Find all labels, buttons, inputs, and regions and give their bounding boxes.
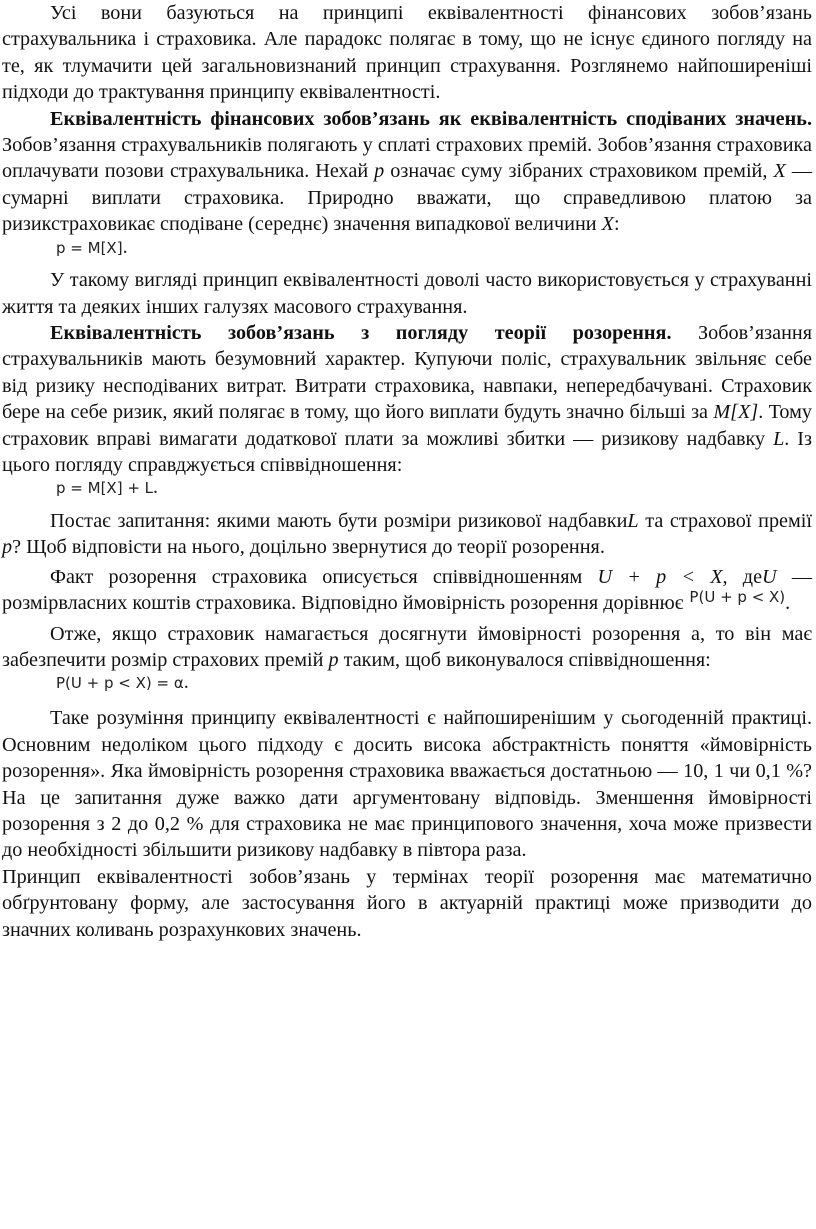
paragraph-question: Постає запитання: якими мають бути розміри ризикової надбавкиL та страхової премії p? Щоб відповісти на нього, доцільно звернутися до теорії розорення. [2,509,812,559]
paragraph-ruin-fact: Факт розорення страховика описується співвідношенням U + p < X, деU — розмірвласних коштів страховика. Відповідно ймовірність розорення дорівнює $^{P(U + p < X)}$. [2,565,813,615]
formula-expected-premium: p = M[X]. [56,235,128,258]
paragraph-expected-values: Еквівалентність фінансових зобов’язань як еквівалентність сподіваних значень. Зобов’язання страхувальників полягають у сплаті страхових премій. Зобов’язання страховика оплачувати позови страхувальника. Нехай p означає суму зібраних страховиком премій, X — сумарні виплати страховика. Природно вважати, що справедливою платою за ризикстраховикає сподіване (середнє) значення випадкової величини X: [2,107,813,236]
paragraph-life-insurance: У такому вигляді принцип еквівалентності доволі часто використовується у страхуванні життя та деяких інших галузях масового страхування. [2,269,812,318]
formula-ruin-probability-inline: P(U + p < X) [689,588,786,607]
paragraph-practice: Таке розуміння принципу еквівалентності є найпоширенішим у сьогоденній практиці. Основним недоліком цього підходу є досить висока абстрактність поняття «ймовірність розорення». Яка ймовірність розорення страховика вважається достатньою — 10, 1 чи 0,1 %? На це запитання дуже важко дати аргументовану відповідь. Зменшення ймовірності розорення з 2 до 0,2 % для страховика не має принципового значення, хоча може призвести до необхідності збільшити ризикову надбавку в півтора раза. [2,707,812,862]
formula-ruin-equation: P(U + p < X) = α. [56,671,189,694]
paragraph-intro: Усі вони базуються на принципі еквівалентності фінансових зобов’язань страхувальника і страховика. Але парадокс полягає в тому, що не існує єдиного погляду на те, як тлумачити цей загальновизнаний принцип страхування. Розглянемо найпоширеніші підходи до трактування принципу еквівалентності. [2,2,812,104]
paragraph-ruin-theory: Еквівалентність зобов’язань з погляду теорії розорення. Зобов’язання страхувальників мають безумовний характер. Купуючи поліс, страхувальник звільняє себе від ризику несподіваних витрат. Витрати страховика, навпаки, непередбачувані. Страховик бере на себе ризик, який полягає в тому, що його виплати будуть значно більші за M[X]. Тому страховик вправі вимагати додаткової плати за можливі збитки — ризикову надбавку L. Із цього погляду справджується співвідношення: [2,321,813,476]
paragraph-target-probability: Отже, якщо страховик намагається досягнути ймовірності розорення а, то він має забезпечити розмір страхових премій p таким, щоб виконувалося співвідношення: [2,622,812,671]
section-heading-expected-values: Еквівалентність фінансових зобов’язань як еквівалентність сподіваних значень. [50,107,812,130]
section-heading-ruin-theory: Еквівалентність зобов’язань з погляду теорії розорення. [50,321,672,344]
formula-risk-loading: p = M[X] + L. [56,476,159,499]
paragraph-conclusion: Принцип еквівалентності зобов’язань у термінах теорії розорення має математично обґрунтовану форму, але застосування його в актуарній практиці може призводити до значних коливань розрахункових значень. [2,865,812,941]
